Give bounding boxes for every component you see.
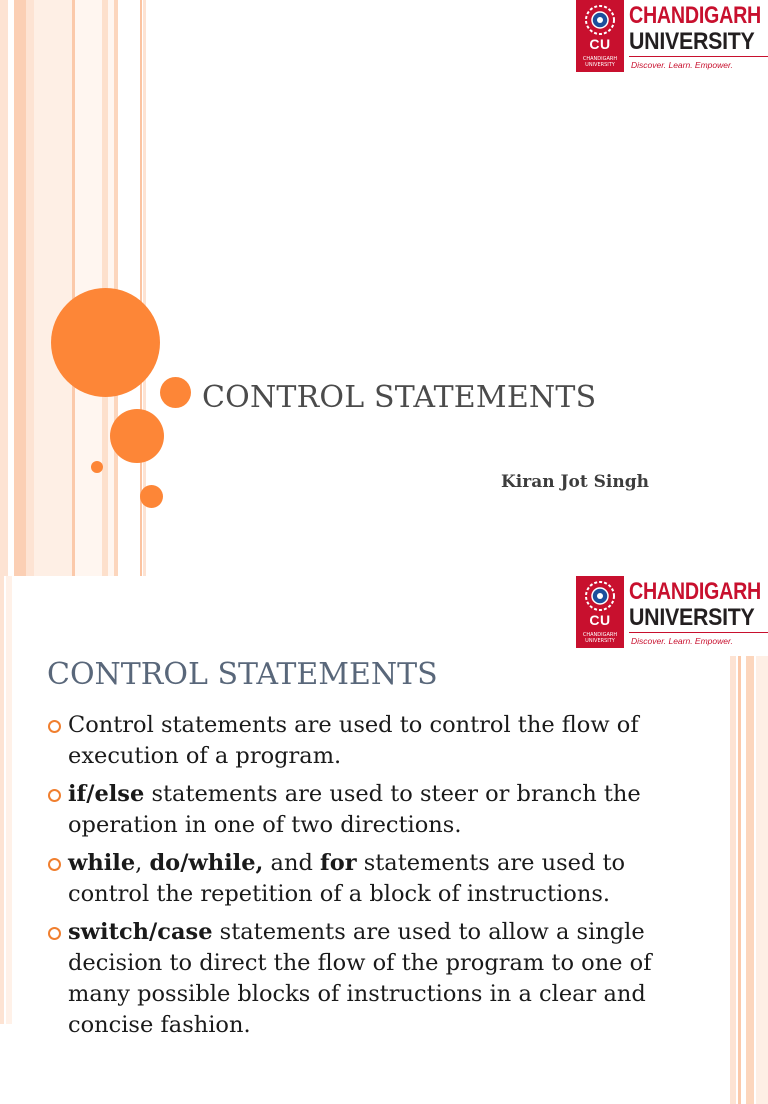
logo-tagline: Discover. Learn. Empower. xyxy=(631,60,733,70)
logo-wordmark-line2: UNIVERSITY xyxy=(629,604,755,631)
logo-emblem-icon xyxy=(584,4,616,36)
logo-wordmark-line1: CHANDIGARH xyxy=(629,578,762,605)
university-logo xyxy=(576,0,768,72)
bullet-icon xyxy=(48,789,61,802)
author-name: Kiran Jot Singh xyxy=(501,472,649,492)
bullet-keyword: while xyxy=(68,850,136,876)
bullet-item xyxy=(46,917,686,1041)
decorative-stripe xyxy=(6,576,12,1024)
decorative-stripe xyxy=(738,656,741,1104)
decorative-circle-small xyxy=(140,485,163,508)
logo-divider xyxy=(629,56,768,57)
logo-mark-subtext: CHANDIGARH UNIVERSITY xyxy=(582,56,618,68)
decorative-stripe xyxy=(26,0,34,576)
bullet-item xyxy=(46,848,686,910)
logo-wordmark-line2: UNIVERSITY xyxy=(629,28,755,55)
bullet-item xyxy=(46,779,686,841)
decorative-stripe xyxy=(746,656,754,1104)
logo-wordmark-line1: CHANDIGARH xyxy=(629,2,762,29)
decorative-circle-tiny xyxy=(91,461,103,473)
bullet-icon xyxy=(48,858,61,871)
decorative-stripe xyxy=(0,0,8,576)
bullet-keyword: if/else xyxy=(68,781,145,807)
university-logo xyxy=(576,576,768,648)
logo-divider xyxy=(629,632,768,633)
bullet-keyword: switch/case xyxy=(68,919,213,945)
bullet-list xyxy=(46,710,686,1048)
logo-emblem-icon xyxy=(584,580,616,612)
bullet-text: and xyxy=(263,850,321,876)
decorative-circle-medium xyxy=(110,409,164,463)
logo-cu-text: CU xyxy=(589,612,611,628)
decorative-stripe xyxy=(0,576,4,1024)
bullet-text: Control statements are used to control the flow of execution of a program. xyxy=(68,712,639,769)
bullet-keyword: for xyxy=(320,850,357,876)
decorative-stripe xyxy=(756,656,768,1104)
bullet-icon xyxy=(48,927,61,940)
bullet-text: statements are used to control the repetition of a block of instructions. xyxy=(68,850,626,907)
bullet-text: statements are used to allow a single decision to direct the flow of the program to one of many possible blocks of instructions in a clear and concise fashion. xyxy=(68,919,652,1038)
slide-title: CONTROL STATEMENTS xyxy=(47,657,438,692)
bullet-keyword: do/while, xyxy=(149,850,264,876)
bullet-item xyxy=(46,710,686,772)
bullet-text: statements are used to steer or branch the operation in one of two directions. xyxy=(68,781,641,838)
bullet-text: , xyxy=(135,850,150,876)
content-slide xyxy=(0,576,768,1038)
slide-title: CONTROL STATEMENTS xyxy=(202,380,597,415)
decorative-stripe xyxy=(14,0,26,576)
bullet-icon xyxy=(48,720,61,733)
logo-emblem-block xyxy=(576,576,624,648)
decorative-stripe xyxy=(34,0,72,576)
logo-emblem-block xyxy=(576,0,624,72)
decorative-circle-large xyxy=(51,288,160,397)
decorative-stripe xyxy=(730,656,736,1104)
logo-cu-text: CU xyxy=(589,36,611,52)
logo-mark-subtext: CHANDIGARH UNIVERSITY xyxy=(582,632,618,644)
decorative-circle-small xyxy=(160,377,191,408)
logo-tagline: Discover. Learn. Empower. xyxy=(631,636,733,646)
